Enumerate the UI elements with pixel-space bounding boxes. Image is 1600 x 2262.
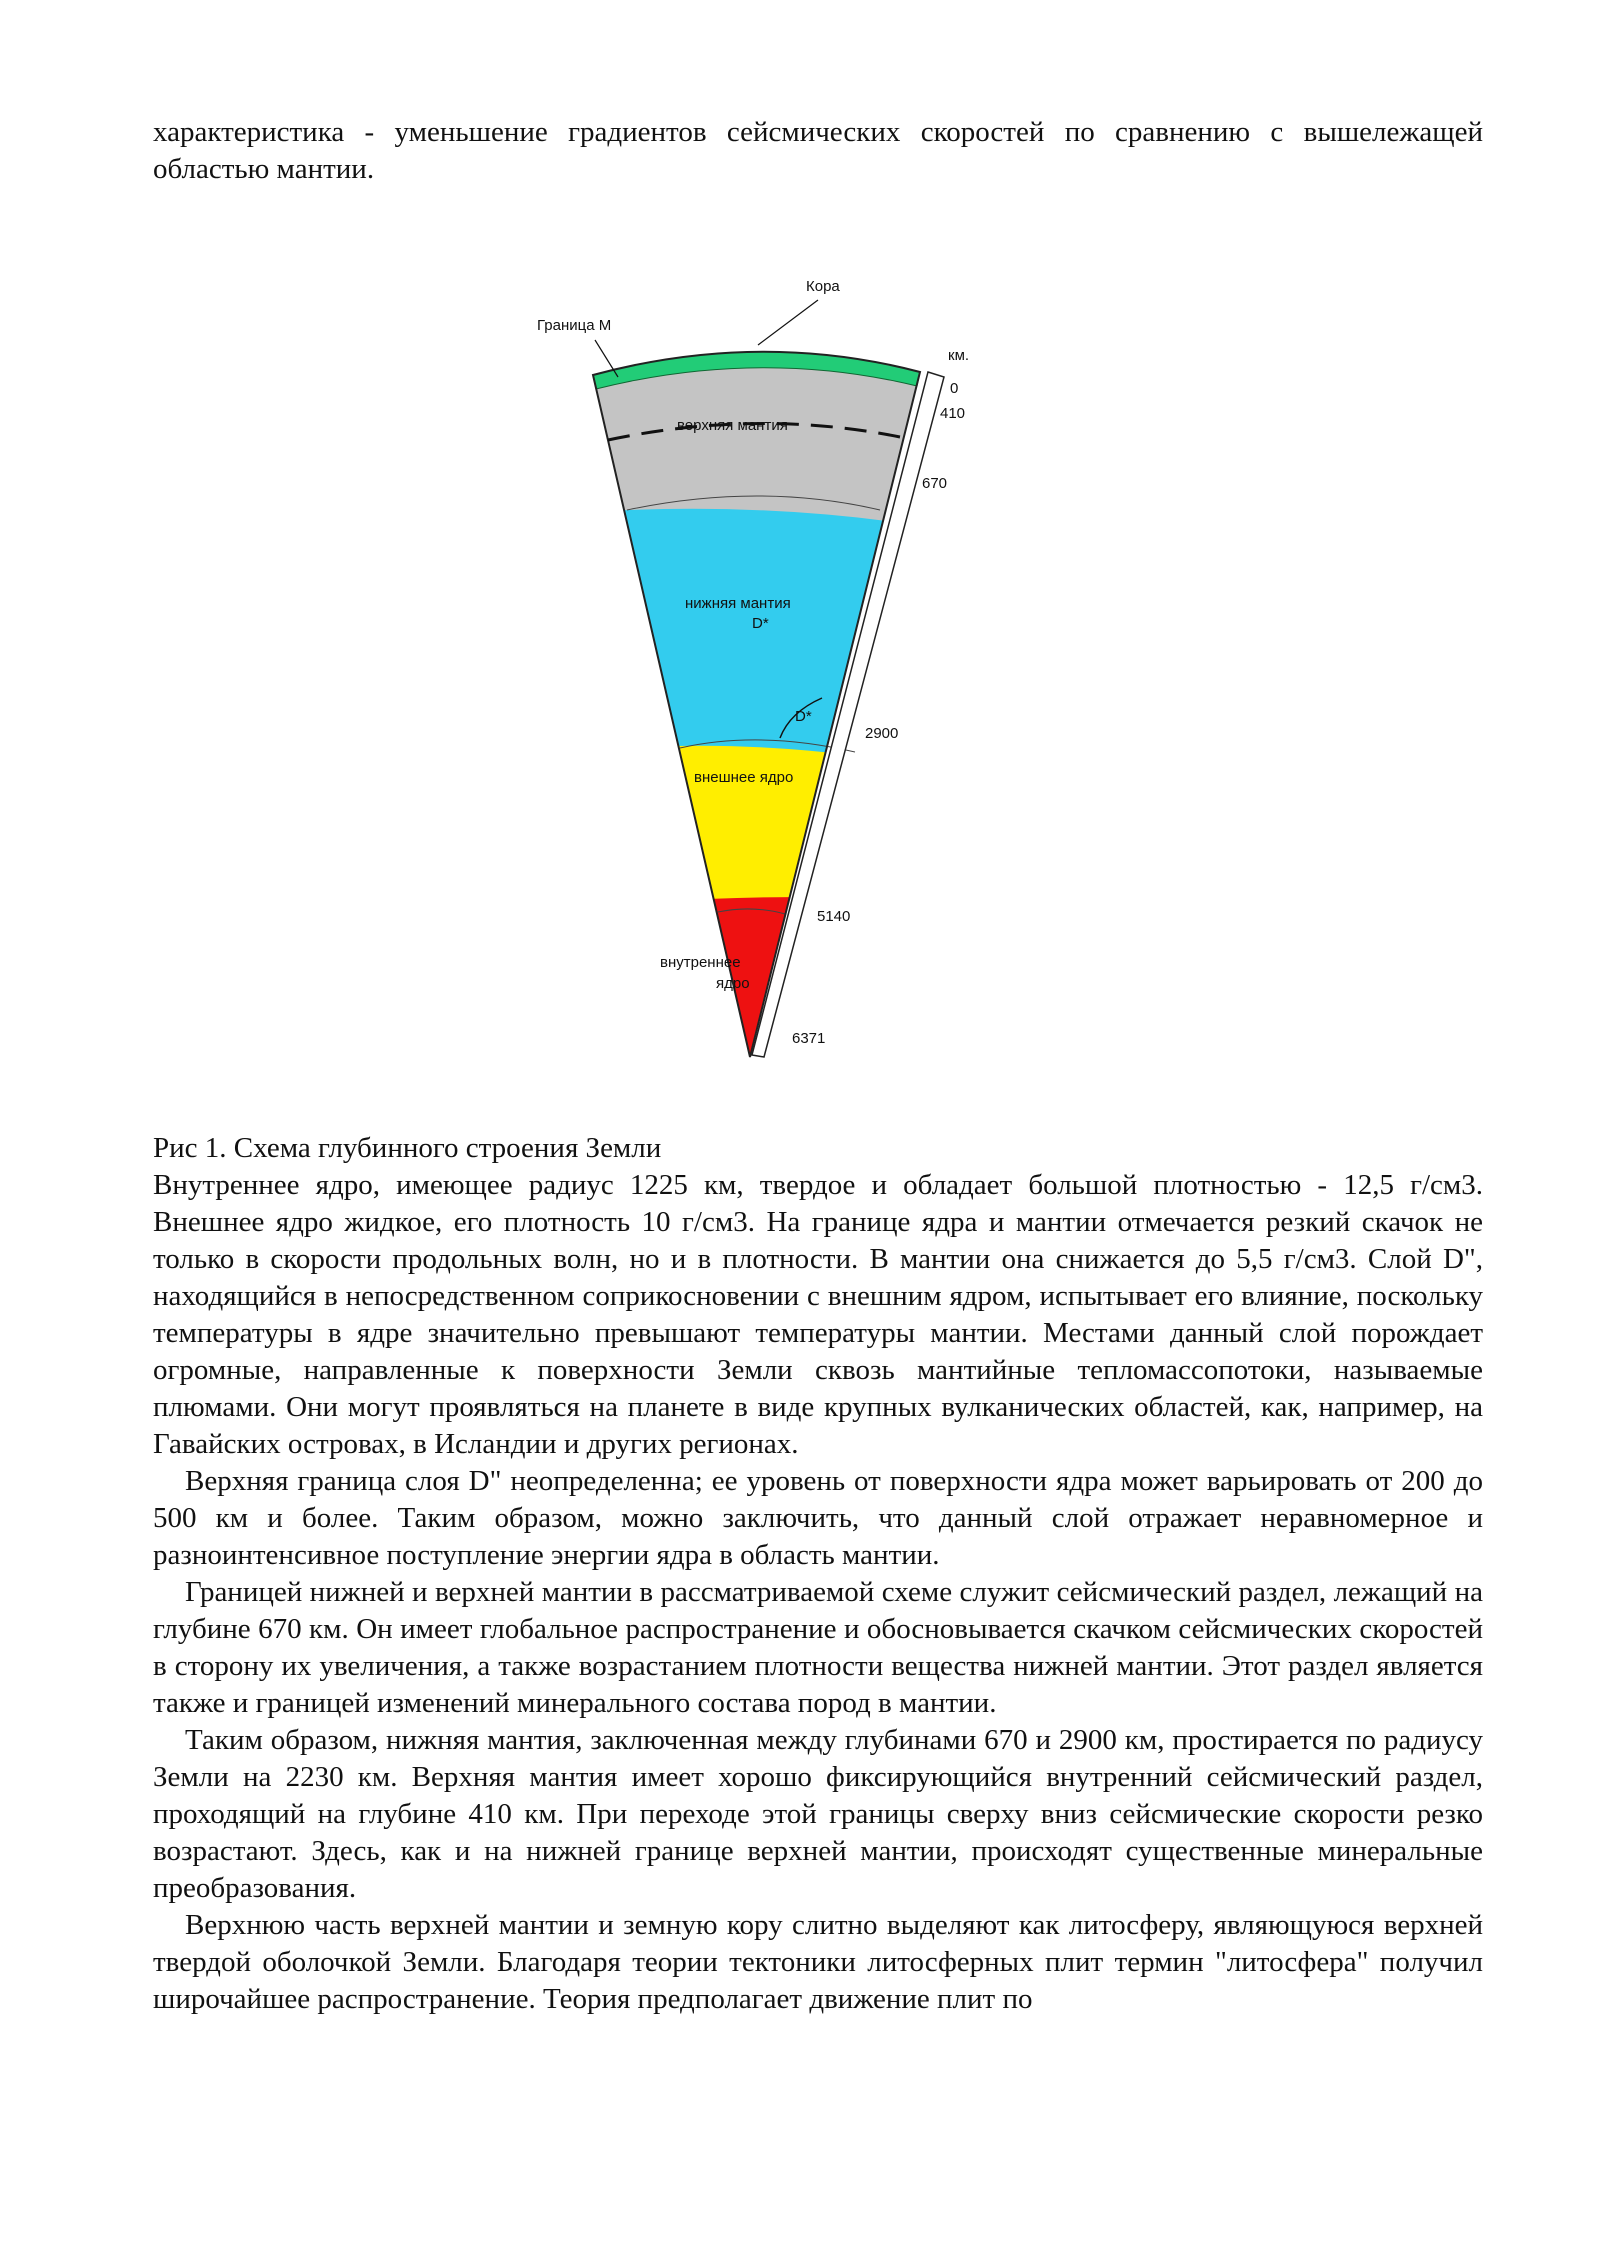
depth-tick-410: 410: [940, 405, 966, 422]
crust-leader-line: [758, 300, 818, 345]
depth-tick-5140: 5140: [817, 908, 851, 925]
moho-label: Граница М: [537, 317, 612, 334]
paragraph-inner-core: Внутреннее ядро, имеющее радиус 1225 км, твердое и обладает большой плотностью - 12,5 г/см3. Внешнее ядро жидкое, его плотность 10 г/см3. На границе ядра и мантии отмечается резкий скачок не только в скорости продольных волн, но и в плотности. В мантии она снижается до 5,5 г/см3. Слой D", находящийся в непосредственном соприкосновении с внешним ядром, испытывает его влияние, поскольку температуры в ядре значительно превышают температуры мантии. Местами данный слой порождает огромные, направленные к поверхности Земли сквозь мантийные тепломассопотоки, называемые плюмами. Они могут проявляться на планете в виде крупных вулканических областей, как, например, на Гавайских островах, в Исландии и других регионах.: [153, 1169, 1483, 1460]
paragraph-lithosphere: Верхнюю часть верхней мантии и земную кору слитно выделяют как литосферу, являющуюся верхней твердой оболочкой Земли. Благодаря теории тектоники литосферных плит термин "литосфера" получил широчайшее распространение. Теория предполагает движение плит по: [153, 1909, 1483, 2015]
paragraph-d-layer: Верхняя граница слоя D" неопределенна; ее уровень от поверхности ядра может варьировать от 200 до 500 км и более. Таким образом, можно заключить, что данный слой отражает неравномерное и разноинтенсивное поступление энергии ядра в область мантии.: [153, 1465, 1483, 1571]
upper-mantle-label: верхняя мантия: [677, 417, 788, 434]
inner-core-label-line2: ядро: [716, 975, 750, 992]
depth-tick-0: 0: [950, 380, 959, 397]
depth-tick-6371: 6371: [792, 1030, 826, 1047]
paragraph-670-boundary: Границей нижней и верхней мантии в рассматриваемой схеме служит сейсмический раздел, лежащий на глубине 670 км. Он имеет глобальное распространение и обосновывается скачком сейсмических скоростей в сторону их увеличения, а также возрастанием плотности вещества нижней мантии. Этот раздел является также и границей изменений минерального состава пород в мантии.: [153, 1576, 1483, 1719]
lower-mantle-region: [500, 491, 1000, 780]
lower-mantle-label-line1: нижняя мантия: [685, 595, 791, 612]
unit-label: км.: [948, 347, 970, 364]
depth-tick-2900: 2900: [865, 725, 899, 742]
earth-section-diagram: [0, 0, 1600, 1100]
lower-mantle-label-line2: D*: [752, 615, 769, 632]
depth-tick-670: 670: [922, 475, 948, 492]
paragraph-lower-mantle: Таким образом, нижняя мантия, заключенная между глубинами 670 и 2900 км, простирается по радиусу Земли на 2230 км. Верхняя мантия имеет хорошо фиксирующийся внутренний сейсмический раздел, проходящий на глубине 410 км. При переходе этой границы сверху вниз сейсмические скорости резко возрастают. Здесь, как и на нижней границе верхней мантии, происходят существенные минеральные преобразования.: [153, 1724, 1483, 1904]
earth-structure-figure: [0, 0, 1600, 1100]
outer-core-label: внешнее ядро: [694, 769, 794, 786]
body-text: [153, 1167, 1483, 2018]
figure-caption: Рис 1. Схема глубинного строения Земли: [153, 1132, 662, 1164]
d-layer-label: D*: [795, 708, 812, 725]
crust-label: Кора: [806, 278, 840, 295]
intro-text: характеристика - уменьшение градиентов сейсмических скоростей по сравнению с вышележащей областью мантии.: [153, 116, 1483, 185]
inner-core-label-line1: внутреннее: [660, 954, 741, 971]
